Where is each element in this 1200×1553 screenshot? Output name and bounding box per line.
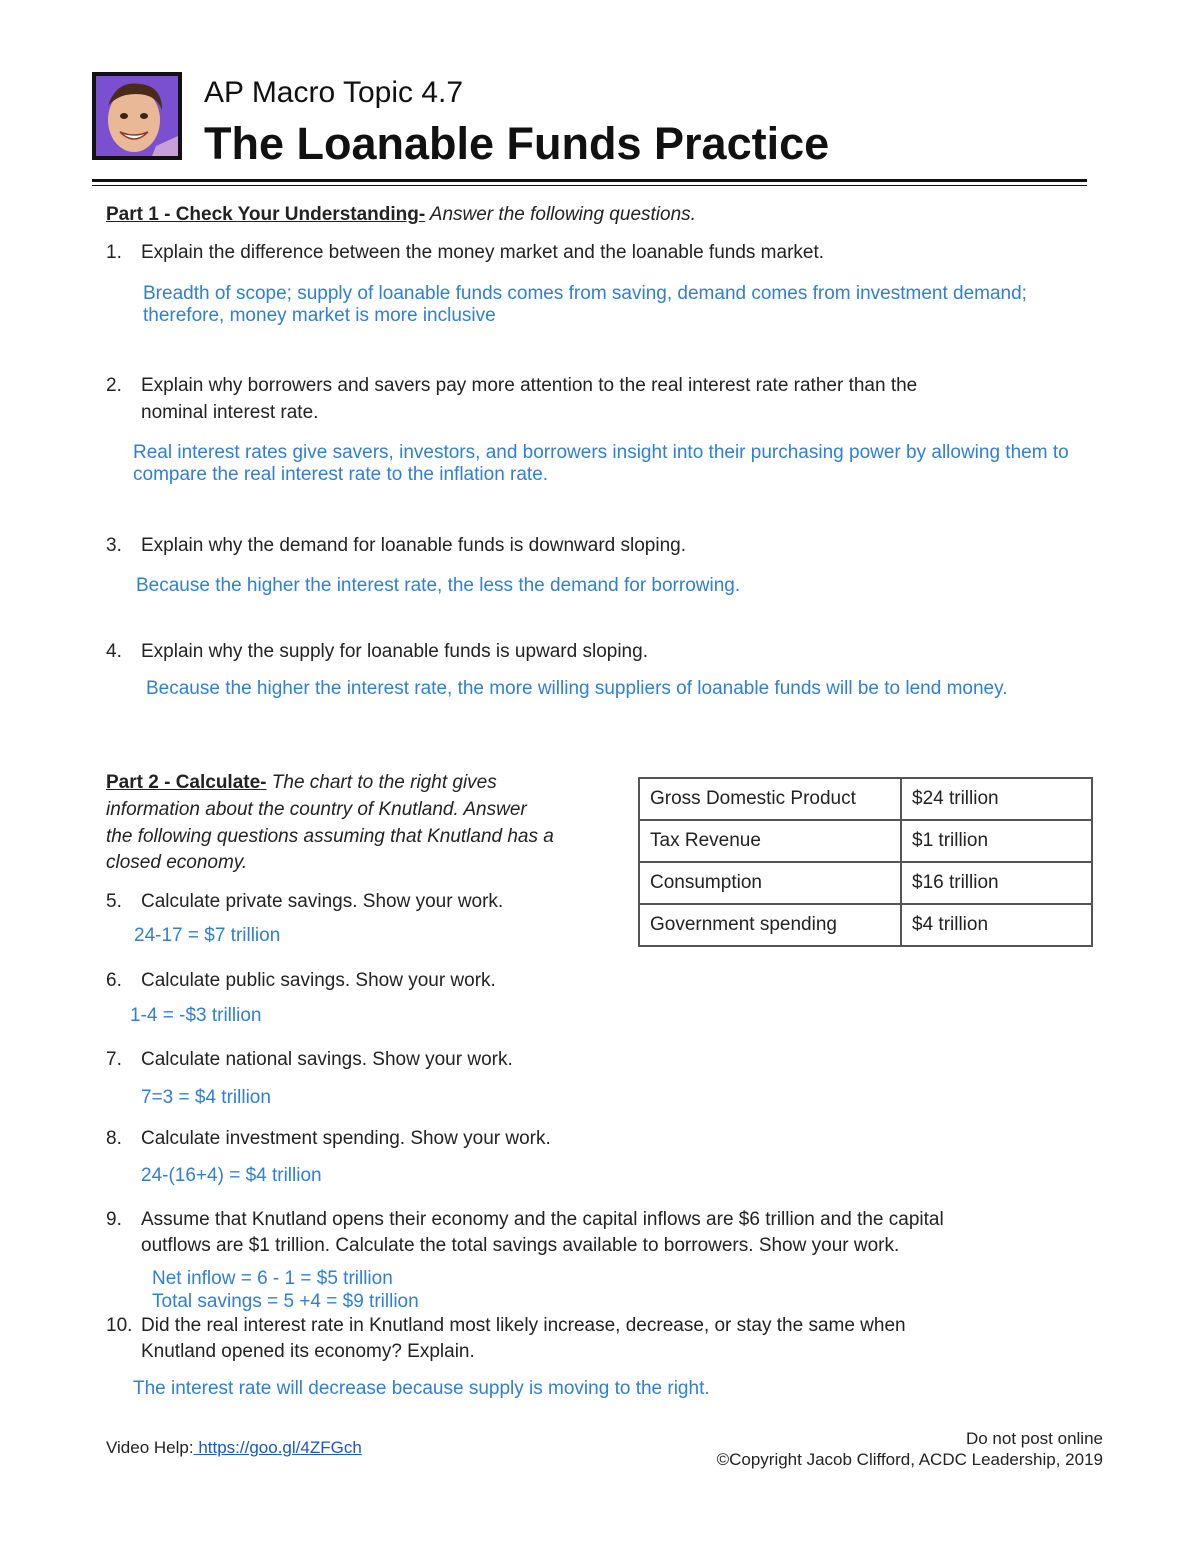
- part2-intro-line3: the following questions assuming that Knutland has a: [106, 826, 554, 847]
- table-row: [639, 904, 1092, 946]
- q3-text: Explain why the demand for loanable funds is downward sloping.: [141, 535, 686, 556]
- q2-number: 2.: [106, 375, 122, 396]
- q8-text: Calculate investment spending. Show your work.: [141, 1128, 551, 1149]
- q8-number: 8.: [106, 1128, 122, 1149]
- table-cell-value: $4 trillion: [901, 904, 1092, 946]
- part1-heading: [106, 204, 696, 226]
- part2-label: Part 2 - Calculate: [106, 772, 261, 793]
- page-title: The Loanable Funds Practice: [204, 118, 830, 169]
- part2-intro-line4: closed economy.: [106, 852, 248, 873]
- a1-line2: therefore, money market is more inclusive: [143, 305, 496, 326]
- a8-text: 24-(16+4) = $4 trillion: [141, 1165, 322, 1186]
- q5-number: 5.: [106, 891, 122, 912]
- part2-heading: [106, 772, 497, 794]
- q10-text-line1: Did the real interest rate in Knutland most likely increase, decrease, or stay the same when: [141, 1315, 906, 1336]
- q6-number: 6.: [106, 970, 122, 991]
- video-help-label: Video Help:: [106, 1438, 194, 1457]
- q4-number: 4.: [106, 641, 122, 662]
- q7-text: Calculate national savings. Show your work.: [141, 1049, 513, 1070]
- q7-number: 7.: [106, 1049, 122, 1070]
- table-cell-label: Government spending: [639, 904, 901, 946]
- table-cell-label: Gross Domestic Product: [639, 778, 901, 820]
- q2-text-line1: Explain why borrowers and savers pay more attention to the real interest rate rather than the: [141, 375, 918, 396]
- footer-notice: [717, 1428, 1103, 1470]
- q10-number: 10.: [106, 1315, 133, 1336]
- part2-dash: -: [260, 772, 267, 793]
- author-photo: [92, 72, 182, 160]
- topic-heading: AP Macro Topic 4.7: [204, 76, 464, 109]
- part1-label: Part 1 - Check Your Understanding: [106, 204, 419, 225]
- a7-text: 7=3 = $4 trillion: [141, 1087, 271, 1108]
- a2-line2: compare the real interest rate to the inflation rate.: [133, 464, 549, 485]
- a6-text: 1-4 = -$3 trillion: [130, 1005, 262, 1026]
- a2-line1: Real interest rates give savers, investors, and borrowers insight into their purchasing power by allowing them to: [133, 442, 1069, 463]
- part1-instruction: Answer the following questions.: [425, 204, 696, 225]
- a9-line2: Total savings = 5 +4 = $9 trillion: [152, 1291, 419, 1312]
- header-divider-thin: [92, 185, 1087, 186]
- table-cell-label: Tax Revenue: [639, 820, 901, 862]
- q9-text-line1: Assume that Knutland opens their economy and the capital inflows are $6 trillion and the capital: [141, 1209, 944, 1230]
- q1-text: Explain the difference between the money market and the loanable funds market.: [141, 242, 825, 263]
- a5-text: 24-17 = $7 trillion: [134, 925, 281, 946]
- a9-line1: Net inflow = 6 - 1 = $5 trillion: [152, 1268, 393, 1289]
- part2-intro-line2: information about the country of Knutland. Answer: [106, 799, 527, 820]
- q9-number: 9.: [106, 1209, 122, 1230]
- q9-text-line2: outflows are $1 trillion. Calculate the total savings available to borrowers. Show your work.: [141, 1235, 900, 1256]
- part1-dash: -: [418, 204, 426, 225]
- a1-line1: Breadth of scope; supply of loanable funds comes from saving, demand comes from investment demand;: [143, 283, 1027, 304]
- a10-text: The interest rate will decrease because supply is moving to the right.: [133, 1378, 710, 1399]
- author-face-icon: [96, 76, 178, 156]
- knutland-data-table: [638, 777, 1093, 947]
- q2-text-line2: nominal interest rate.: [141, 402, 319, 423]
- part2-intro-line1: The chart to the right gives: [266, 772, 497, 793]
- q4-text: Explain why the supply for loanable funds is upward sloping.: [141, 641, 648, 662]
- q3-number: 3.: [106, 535, 122, 556]
- q1-number: 1.: [106, 242, 122, 263]
- table-row: [639, 820, 1092, 862]
- a3-text: Because the higher the interest rate, the less the demand for borrowing.: [136, 575, 741, 596]
- header-divider-thick: [92, 179, 1087, 182]
- table-cell-label: Consumption: [639, 862, 901, 904]
- q10-text-line2: Knutland opened its economy? Explain.: [141, 1341, 475, 1362]
- table-cell-value: $24 trillion: [901, 778, 1092, 820]
- table-cell-value: $1 trillion: [901, 820, 1092, 862]
- copyright-text: ©Copyright Jacob Clifford, ACDC Leadership, 2019: [716, 1450, 1103, 1469]
- video-help: [106, 1438, 362, 1458]
- table-cell-value: $16 trillion: [901, 862, 1092, 904]
- video-help-link[interactable]: https://goo.gl/4ZFGch: [193, 1438, 362, 1457]
- do-not-post-notice: Do not post online: [965, 1429, 1103, 1448]
- q5-text: Calculate private savings. Show your work.: [141, 891, 504, 912]
- a4-text: Because the higher the interest rate, the more willing suppliers of loanable funds will be to lend money.: [146, 678, 1008, 699]
- table-row: [639, 778, 1092, 820]
- q6-text: Calculate public savings. Show your work.: [141, 970, 496, 991]
- table-row: [639, 862, 1092, 904]
